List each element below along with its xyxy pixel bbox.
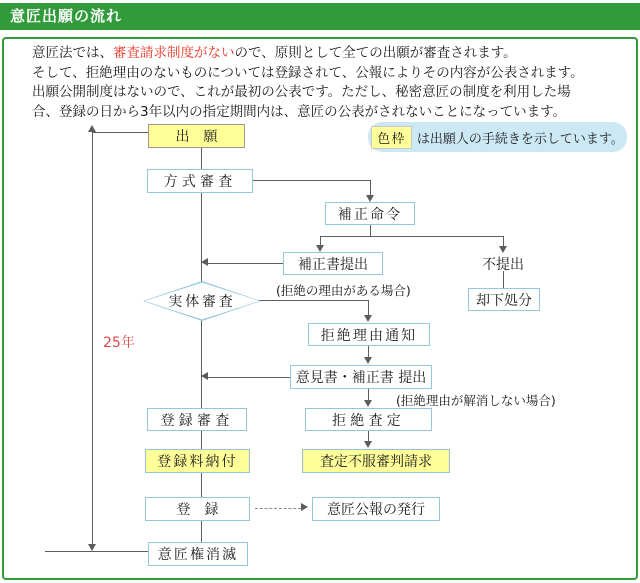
- arrowhead-spine-merge-1: [201, 258, 208, 266]
- node-kyozetsu-satei-label: 拒絶査定: [332, 412, 405, 429]
- line-jittai-to-kyozetsu: [258, 300, 369, 301]
- arrowhead-hoseisho: [316, 245, 324, 252]
- intro-paragraph: [32, 44, 624, 122]
- legend-text: は出願人の手続きを示しています。: [416, 131, 624, 147]
- arrowhead-span-bottom: [88, 544, 96, 551]
- note-kyozetsu-riyu-aru: (拒絶の理由がある場合): [276, 283, 411, 298]
- node-shutsugan-label: 出 願: [175, 129, 218, 145]
- node-kyakka-shobun-label: 却下処分: [476, 292, 532, 309]
- node-hosei-meirei-label: 補正命令: [337, 206, 403, 223]
- intro-line1-pre: 意匠法では、: [32, 45, 113, 61]
- arrowhead-kyozetsu-tsuchi: [364, 315, 372, 322]
- line-ikensho-to-spine: [208, 377, 290, 378]
- line-span-baseline: [45, 551, 148, 552]
- node-satei-fufuku-shinpan: [302, 449, 450, 473]
- arrowhead-hosei-meirei: [366, 195, 374, 202]
- line-hoshiki-to-hosei: [253, 180, 371, 181]
- arrowhead-kyozetsu-satei: [364, 400, 372, 407]
- arrowhead-futeishutsu: [499, 246, 507, 253]
- node-jittai-shinsa: [143, 281, 261, 321]
- legend-color-chip: 色枠: [371, 126, 412, 149]
- intro-line-2: そして、拒絶理由のないものについては登録されて、公報によりその内容が公表されます。: [32, 64, 584, 81]
- node-ishoken-shometsu: [148, 542, 248, 566]
- node-satei-fufuku-shinpan-label: 査定不服審判請求: [320, 454, 432, 470]
- arrowhead-ikensho: [364, 357, 372, 364]
- line-25year-span: [92, 130, 93, 550]
- node-hosei-meirei: [325, 202, 415, 225]
- node-hoshiki-shinsa: [147, 169, 253, 193]
- duration-25-years: 25年: [103, 335, 135, 351]
- arrowhead-koho: [301, 503, 308, 511]
- header-bar: [0, 3, 640, 30]
- node-hoseisho-teishutsu: [283, 252, 383, 275]
- note-kyozetsu-kaisho-shinai: (拒絶理由が解消しない場合): [396, 393, 556, 408]
- intro-line1-red-emphasis: 審査請求制度がない: [113, 45, 235, 61]
- line-hosei-branch: [320, 236, 504, 237]
- page-title: 意匠出願の流れ: [10, 7, 123, 25]
- node-toroku-shinsa: [147, 408, 247, 431]
- intro-line-1: [32, 44, 624, 64]
- node-isho-koho-hakko: [312, 497, 440, 521]
- node-hoshiki-shinsa-label: 方式審査: [163, 174, 237, 190]
- line-toroku-to-koho-dashed: [255, 508, 301, 509]
- line-shutsugan-to-spanline: [92, 132, 148, 133]
- node-toroku-shinsa-label: 登録審査: [160, 412, 234, 429]
- arrowhead-shinpan: [364, 441, 372, 448]
- arrowhead-spine-merge-2: [201, 372, 208, 380]
- node-toroku-label: 登 録: [176, 502, 219, 518]
- line-hoseisho-to-spine: [208, 263, 283, 264]
- node-ikensho-hoseisho: [290, 365, 432, 389]
- node-kyakka-shobun: [468, 288, 540, 311]
- node-jittai-shinsa-label: 実体審査: [168, 294, 236, 310]
- node-kyozetsu-riyu-tsuchi-label: 拒絶理由通知: [320, 327, 418, 344]
- node-shutsugan: [148, 124, 245, 148]
- node-kyozetsu-riyu-tsuchi: [308, 323, 430, 346]
- intro-line-4: 合、登録の日から3年以内の指定期間内は、意匠の公表がされないことになっています。: [32, 103, 567, 120]
- node-torokuryo-nofu: [145, 449, 250, 473]
- node-torokuryo-nofu-label: 登録料納付: [157, 454, 238, 470]
- arrowhead-span-top: [88, 125, 96, 132]
- intro-line1-post: ので、原則として全ての出願が審査されます。: [234, 45, 517, 61]
- node-hoseisho-teishutsu-label: 補正書提出: [298, 256, 368, 273]
- node-toroku: [145, 497, 250, 521]
- node-ikensho-hoseisho-label: 意見書・補正書 提出: [295, 370, 427, 386]
- line-hosei-branch-stem: [370, 225, 371, 236]
- legend: [368, 122, 627, 152]
- label-futeishutsu: 不提出: [482, 257, 524, 273]
- line-down-to-kyozetsu: [368, 300, 369, 316]
- intro-line-3: 出願公開制度はないので、これが最初の公表です。ただし、秘密意匠の制度を利用した場: [32, 84, 571, 100]
- node-kyozetsu-satei: [305, 408, 432, 431]
- node-isho-koho-hakko-label: 意匠公報の発行: [327, 502, 425, 518]
- node-ishoken-shometsu-label: 意匠権消滅: [157, 547, 239, 563]
